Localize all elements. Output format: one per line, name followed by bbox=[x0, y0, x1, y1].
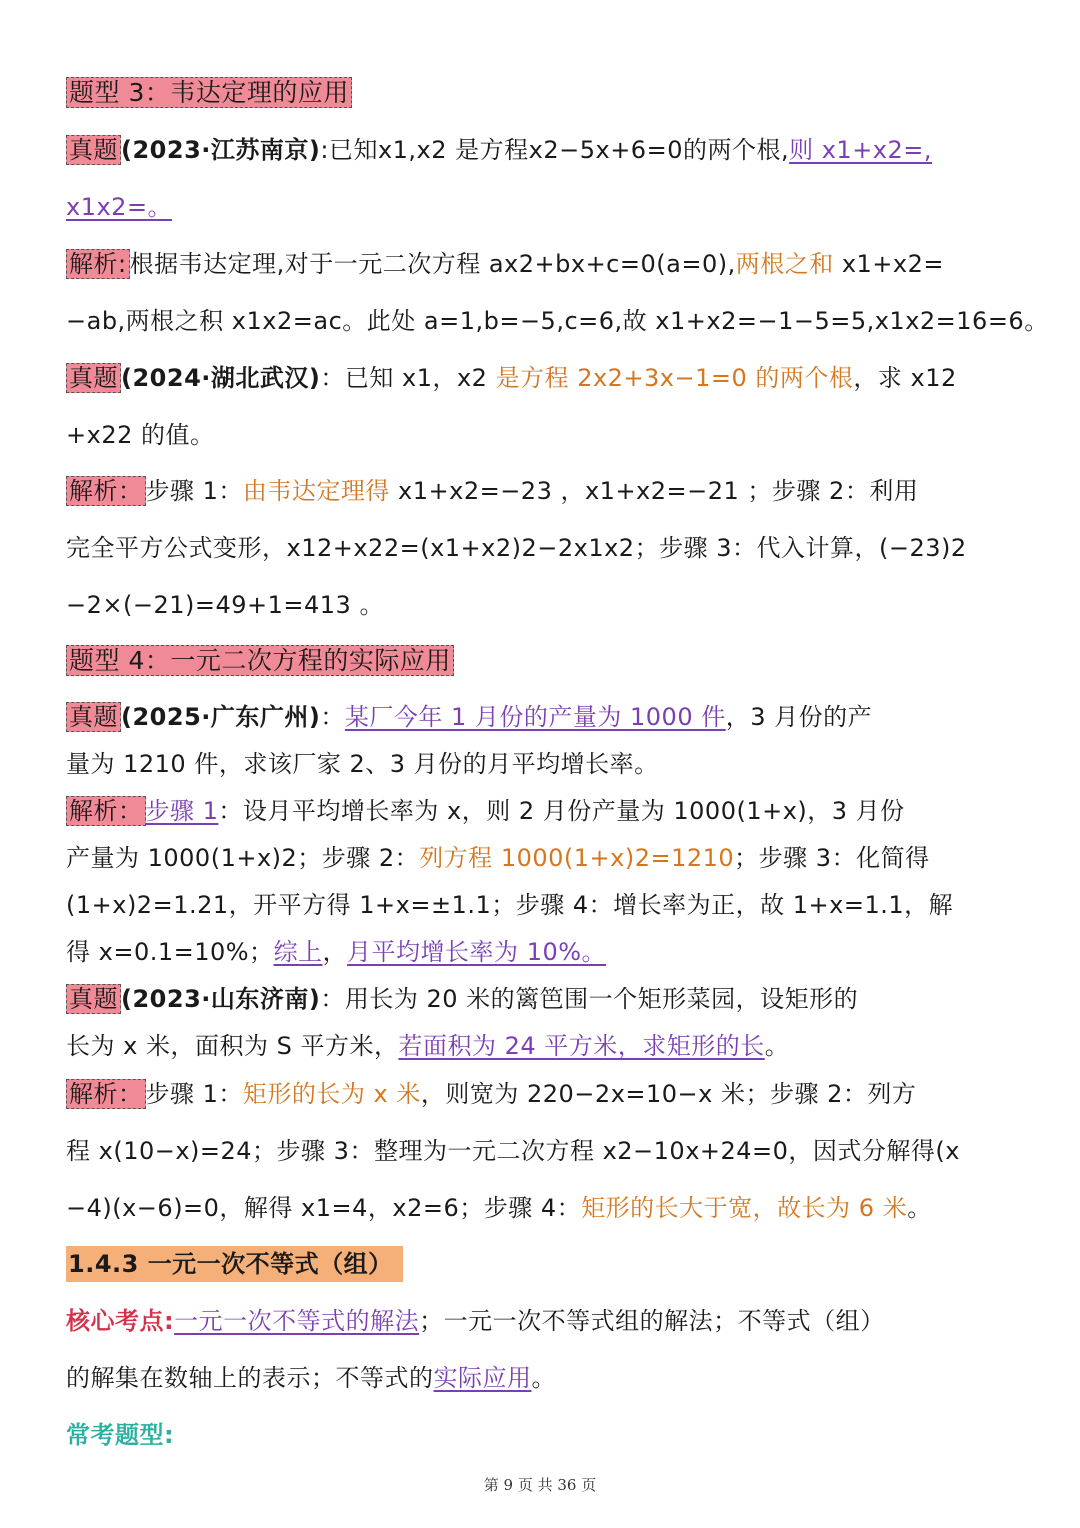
text-segment: 步骤 1： bbox=[145, 477, 243, 505]
text-line bbox=[66, 531, 1026, 565]
underlined-text: x1x2=。 bbox=[66, 193, 173, 221]
highlighted-text: 矩形的长大于宽，故长为 6 米 bbox=[581, 1194, 908, 1222]
text-segment: +x22 的值。 bbox=[66, 421, 215, 449]
text-segment: (2023·江苏南京) bbox=[121, 136, 321, 164]
highlighted-text: 两根之和 bbox=[735, 250, 834, 278]
section-heading: 1.4.3 一元一次不等式（组） bbox=[66, 1246, 403, 1282]
label-tag: 解析： bbox=[66, 796, 146, 826]
text-segment: x1+x2= bbox=[833, 250, 944, 278]
underlined-text: 则 x1+x2=, bbox=[789, 136, 933, 164]
text-line bbox=[66, 361, 1026, 395]
label-tag: 题型 3：韦达定理的应用 bbox=[66, 77, 352, 108]
underlined-text: 某厂今年 1 月份的产量为 1000 件 bbox=[344, 703, 726, 731]
text-segment: 。 bbox=[907, 1194, 932, 1222]
underlined-text: 若面积为 24 平方米，求矩形的长 bbox=[398, 1032, 765, 1060]
text-line bbox=[66, 133, 1026, 167]
text-segment: (2025·广东广州) bbox=[121, 703, 321, 731]
text-segment: x1+x2=−23 ，x1+x2=−21 ；步骤 2：利用 bbox=[389, 477, 919, 505]
underlined-text: 综上 bbox=[273, 938, 323, 966]
text-line bbox=[66, 1134, 1026, 1168]
text-line bbox=[66, 304, 1049, 338]
text-line bbox=[66, 190, 1026, 224]
text-line bbox=[66, 76, 1026, 110]
underlined-text: 步骤 1 bbox=[145, 797, 219, 825]
text-line bbox=[66, 588, 1026, 622]
text-segment: ，则宽为 220−2x=10−x 米；步骤 2：列方 bbox=[420, 1080, 917, 1108]
underlined-text: 实际应用 bbox=[433, 1364, 532, 1392]
text-line bbox=[66, 1191, 1026, 1225]
underlined-text: 一元一次不等式的解法 bbox=[174, 1307, 420, 1335]
text-segment: (2024·湖北武汉) bbox=[121, 364, 321, 392]
text-segment: :已知x1,x2 是方程x2−5x+6=0的两个根, bbox=[320, 136, 790, 164]
highlighted-text: 是方程 2x2+3x−1=0 的两个根 bbox=[495, 364, 854, 392]
highlighted-text: 矩形的长为 x 米 bbox=[242, 1080, 421, 1108]
text-segment: 程 x(10−x)=24；步骤 3：整理为一元二次方程 x2−10x+24=0，因式分解得(x bbox=[66, 1137, 961, 1165]
highlighted-text: 核心考点: bbox=[66, 1307, 175, 1335]
text-segment: −ab,两根之积 x1x2=ac。此处 a=1,b=−5,c=6,故 x1+x2=−1−5=5,x1x2=16=6。 bbox=[66, 307, 1049, 335]
text-segment: ， bbox=[322, 938, 348, 966]
text-line bbox=[66, 794, 1026, 828]
highlighted-text: 由韦达定理得 bbox=[242, 477, 390, 505]
text-segment: ： bbox=[320, 703, 345, 731]
label-tag: 解析： bbox=[66, 476, 146, 506]
text-line bbox=[66, 1077, 1026, 1111]
label-tag: 真题 bbox=[66, 135, 121, 165]
text-segment: −4)(x−6)=0，解得 x1=4，x2=6；步骤 4： bbox=[66, 1194, 582, 1222]
text-line bbox=[66, 1361, 1026, 1395]
text-line bbox=[66, 841, 1026, 875]
text-segment: 产量为 1000(1+x)2；步骤 2： bbox=[66, 844, 420, 872]
text-segment: 。 bbox=[764, 1032, 790, 1060]
text-segment: 根据韦达定理,对于一元二次方程 ax2+bx+c=0(a=0), bbox=[129, 250, 736, 278]
text-line bbox=[66, 644, 1026, 678]
underlined-text: 月平均增长率为 10%。 bbox=[347, 938, 607, 966]
highlighted-text: 列方程 1000(1+x)2=1210 bbox=[419, 844, 735, 872]
text-line bbox=[66, 1418, 1026, 1452]
text-segment: 的解集在数轴上的表示；不等式的 bbox=[66, 1364, 434, 1392]
text-segment: −2×(−21)=49+1=413 。 bbox=[66, 591, 384, 619]
text-line bbox=[66, 474, 1026, 508]
text-line bbox=[66, 418, 1026, 452]
text-line bbox=[66, 1304, 1026, 1338]
text-line bbox=[66, 747, 1026, 781]
text-segment: (1+x)2=1.21，开平方得 1+x=±1.1；步骤 4：增长率为正，故 1+x=1.1，解 bbox=[66, 891, 954, 919]
text-segment: 量为 1210 件，求该厂家 2、3 月份的月平均增长率。 bbox=[66, 750, 659, 778]
label-tag: 真题 bbox=[66, 702, 121, 732]
text-segment: ，3 月份的产 bbox=[725, 703, 873, 731]
page-footer: 第 9 页 共 36 页 bbox=[483, 1476, 597, 1494]
text-segment: 得 x=0.1=10%； bbox=[66, 938, 274, 966]
text-line bbox=[66, 1029, 1026, 1063]
text-segment: (2023·山东济南) bbox=[121, 985, 321, 1013]
text-segment: 。 bbox=[531, 1364, 556, 1392]
text-segment: ：用长为 20 米的篱笆围一个矩形菜园，设矩形的 bbox=[320, 985, 859, 1013]
text-segment: 完全平方公式变形，x12+x22=(x1+x2)2−2x1x2；步骤 3：代入计算，(−23)2 bbox=[66, 534, 967, 562]
text-segment: 步骤 1： bbox=[145, 1080, 243, 1108]
label-tag: 解析: bbox=[66, 249, 130, 279]
label-tag: 真题 bbox=[66, 984, 121, 1014]
text-segment: 长为 x 米，面积为 S 平方米， bbox=[66, 1032, 399, 1060]
text-segment: ：设月平均增长率为 x，则 2 月份产量为 1000(1+x)，3 月份 bbox=[218, 797, 905, 825]
text-line bbox=[66, 700, 1026, 734]
highlighted-text: 常考题型: bbox=[66, 1421, 175, 1449]
text-segment: ，求 x12 bbox=[853, 364, 957, 392]
label-tag: 解析： bbox=[66, 1079, 146, 1109]
text-line bbox=[66, 888, 1026, 922]
text-segment: ；步骤 3：化简得 bbox=[734, 844, 930, 872]
label-tag: 题型 4：一元二次方程的实际应用 bbox=[66, 645, 454, 676]
text-line bbox=[66, 247, 1026, 281]
text-segment: ；一元一次不等式组的解法；不等式（组） bbox=[419, 1307, 885, 1335]
text-line bbox=[66, 935, 1026, 969]
label-tag: 真题 bbox=[66, 363, 121, 393]
text-line bbox=[66, 1247, 1026, 1281]
text-segment: ：已知 x1，x2 bbox=[320, 364, 496, 392]
text-line bbox=[66, 982, 1026, 1016]
